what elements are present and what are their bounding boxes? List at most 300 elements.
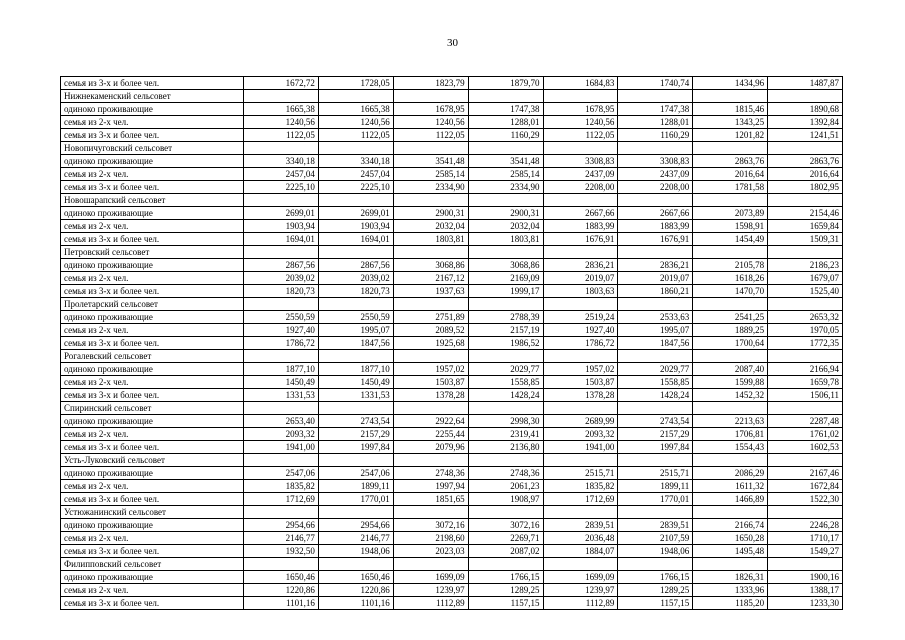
value-cell: 1288,01	[618, 116, 693, 129]
value-cell: 2867,56	[318, 259, 393, 272]
table-row	[61, 532, 843, 545]
value-cell: 1995,07	[318, 324, 393, 337]
table-row	[61, 493, 843, 506]
value-cell: 2107,59	[618, 532, 693, 545]
value-cell: 1450,49	[244, 376, 319, 389]
value-cell: 2900,31	[393, 207, 468, 220]
empty-cell	[318, 558, 393, 571]
value-cell: 1101,16	[318, 597, 393, 610]
value-cell: 1706,81	[693, 428, 768, 441]
value-cell: 1999,17	[468, 285, 543, 298]
value-cell: 2146,77	[244, 532, 319, 545]
empty-cell	[543, 194, 618, 207]
value-cell: 1672,72	[244, 77, 319, 90]
value-cell: 1815,46	[693, 103, 768, 116]
value-cell: 2039,02	[318, 272, 393, 285]
value-cell: 1786,72	[543, 337, 618, 350]
value-cell: 1503,87	[393, 376, 468, 389]
section-title: Устюжанинский сельсовет	[61, 506, 244, 519]
value-cell: 1970,05	[768, 324, 843, 337]
empty-cell	[768, 90, 843, 103]
empty-cell	[393, 90, 468, 103]
value-cell: 2039,02	[244, 272, 319, 285]
table-row	[61, 363, 843, 376]
tariff-table	[60, 76, 843, 610]
value-cell: 1239,97	[393, 584, 468, 597]
value-cell: 1509,31	[768, 233, 843, 246]
value-cell: 2166,74	[693, 519, 768, 532]
empty-cell	[543, 350, 618, 363]
section-row	[61, 194, 843, 207]
row-label: семья из 2-х чел.	[61, 220, 244, 233]
value-cell: 1392,84	[768, 116, 843, 129]
table-row	[61, 116, 843, 129]
value-cell: 1941,00	[244, 441, 319, 454]
row-label: одиноко проживающие	[61, 259, 244, 272]
table-row	[61, 103, 843, 116]
value-cell: 1450,49	[318, 376, 393, 389]
value-cell: 1997,84	[318, 441, 393, 454]
value-cell: 2093,32	[244, 428, 319, 441]
section-row	[61, 298, 843, 311]
empty-cell	[618, 506, 693, 519]
empty-cell	[393, 454, 468, 467]
value-cell: 1466,89	[693, 493, 768, 506]
value-cell: 1122,05	[244, 129, 319, 142]
value-cell: 2032,04	[393, 220, 468, 233]
table-row	[61, 441, 843, 454]
table-row	[61, 480, 843, 493]
value-cell: 1452,32	[693, 389, 768, 402]
value-cell: 3072,16	[393, 519, 468, 532]
table-row	[61, 545, 843, 558]
empty-cell	[244, 246, 319, 259]
value-cell: 1220,86	[244, 584, 319, 597]
value-cell: 2016,64	[693, 168, 768, 181]
value-cell: 1665,38	[244, 103, 319, 116]
value-cell: 2922,64	[393, 415, 468, 428]
value-cell: 1803,63	[543, 285, 618, 298]
value-cell: 1948,06	[618, 545, 693, 558]
row-label: семья из 3-х и более чел.	[61, 441, 244, 454]
value-cell: 2743,54	[618, 415, 693, 428]
value-cell: 1333,96	[693, 584, 768, 597]
value-cell: 1851,65	[393, 493, 468, 506]
row-label: семья из 3-х и более чел.	[61, 129, 244, 142]
value-cell: 1240,56	[543, 116, 618, 129]
value-cell: 2016,64	[768, 168, 843, 181]
value-cell: 1659,84	[768, 220, 843, 233]
value-cell: 2019,07	[618, 272, 693, 285]
value-cell: 2457,04	[244, 168, 319, 181]
value-cell: 2515,71	[543, 467, 618, 480]
section-row	[61, 142, 843, 155]
value-cell: 1233,30	[768, 597, 843, 610]
value-cell: 2225,10	[244, 181, 319, 194]
value-cell: 1558,85	[618, 376, 693, 389]
table-row	[61, 168, 843, 181]
empty-cell	[618, 90, 693, 103]
table-row	[61, 155, 843, 168]
row-label: семья из 2-х чел.	[61, 272, 244, 285]
empty-cell	[244, 142, 319, 155]
value-cell: 1903,94	[244, 220, 319, 233]
value-cell: 3308,83	[543, 155, 618, 168]
row-label: семья из 3-х и более чел.	[61, 233, 244, 246]
table-row	[61, 181, 843, 194]
value-cell: 1700,64	[693, 337, 768, 350]
row-label: одиноко проживающие	[61, 311, 244, 324]
value-cell: 2146,77	[318, 532, 393, 545]
value-cell: 2319,41	[468, 428, 543, 441]
empty-cell	[468, 194, 543, 207]
table-row	[61, 415, 843, 428]
value-cell: 1122,05	[318, 129, 393, 142]
value-cell: 2093,32	[543, 428, 618, 441]
empty-cell	[768, 194, 843, 207]
empty-cell	[393, 506, 468, 519]
table-row	[61, 376, 843, 389]
value-cell: 2900,31	[468, 207, 543, 220]
table-row	[61, 519, 843, 532]
empty-cell	[618, 402, 693, 415]
value-cell: 1803,81	[468, 233, 543, 246]
value-cell: 1860,21	[618, 285, 693, 298]
value-cell: 1747,38	[468, 103, 543, 116]
value-cell: 3308,83	[618, 155, 693, 168]
empty-cell	[768, 454, 843, 467]
value-cell: 1884,07	[543, 545, 618, 558]
value-cell: 2839,51	[618, 519, 693, 532]
empty-cell	[318, 402, 393, 415]
tariff-table-body	[61, 77, 843, 610]
value-cell: 2836,21	[618, 259, 693, 272]
value-cell: 2667,66	[618, 207, 693, 220]
value-cell: 2699,01	[318, 207, 393, 220]
value-cell: 1201,82	[693, 129, 768, 142]
value-cell: 1925,68	[393, 337, 468, 350]
table-row	[61, 597, 843, 610]
value-cell: 2585,14	[468, 168, 543, 181]
empty-cell	[468, 506, 543, 519]
section-row	[61, 246, 843, 259]
value-cell: 3068,86	[393, 259, 468, 272]
row-label: одиноко проживающие	[61, 155, 244, 168]
empty-cell	[318, 194, 393, 207]
value-cell: 1122,05	[543, 129, 618, 142]
value-cell: 1650,28	[693, 532, 768, 545]
row-label: одиноко проживающие	[61, 519, 244, 532]
value-cell: 2863,76	[768, 155, 843, 168]
value-cell: 1770,01	[618, 493, 693, 506]
section-title: Петровский сельсовет	[61, 246, 244, 259]
value-cell: 1558,85	[468, 376, 543, 389]
empty-cell	[693, 90, 768, 103]
empty-cell	[693, 246, 768, 259]
value-cell: 2079,96	[393, 441, 468, 454]
value-cell: 1997,84	[618, 441, 693, 454]
empty-cell	[543, 558, 618, 571]
value-cell: 3072,16	[468, 519, 543, 532]
value-cell: 1240,56	[318, 116, 393, 129]
section-row	[61, 350, 843, 363]
value-cell: 1122,05	[393, 129, 468, 142]
row-label: семья из 3-х и более чел.	[61, 493, 244, 506]
value-cell: 1495,48	[693, 545, 768, 558]
value-cell: 2105,78	[693, 259, 768, 272]
empty-cell	[543, 90, 618, 103]
table-row	[61, 233, 843, 246]
row-label: семья из 3-х и более чел.	[61, 285, 244, 298]
value-cell: 1289,25	[618, 584, 693, 597]
empty-cell	[693, 350, 768, 363]
value-cell: 1331,53	[318, 389, 393, 402]
value-cell: 1676,91	[543, 233, 618, 246]
value-cell: 2541,25	[693, 311, 768, 324]
section-row	[61, 402, 843, 415]
value-cell: 2998,30	[468, 415, 543, 428]
row-label: семья из 3-х и более чел.	[61, 545, 244, 558]
empty-cell	[618, 298, 693, 311]
row-label: семья из 2-х чел.	[61, 480, 244, 493]
value-cell: 1454,49	[693, 233, 768, 246]
empty-cell	[244, 298, 319, 311]
row-label: семья из 3-х и более чел.	[61, 337, 244, 350]
value-cell: 2334,90	[393, 181, 468, 194]
empty-cell	[468, 298, 543, 311]
value-cell: 1879,70	[468, 77, 543, 90]
value-cell: 2157,29	[618, 428, 693, 441]
value-cell: 2550,59	[318, 311, 393, 324]
value-cell: 1618,26	[693, 272, 768, 285]
value-cell: 1160,29	[468, 129, 543, 142]
value-cell: 2743,54	[318, 415, 393, 428]
value-cell: 1932,50	[244, 545, 319, 558]
value-cell: 2437,09	[618, 168, 693, 181]
value-cell: 1948,06	[318, 545, 393, 558]
empty-cell	[693, 402, 768, 415]
empty-cell	[244, 506, 319, 519]
row-label: семья из 2-х чел.	[61, 324, 244, 337]
value-cell: 1890,68	[768, 103, 843, 116]
empty-cell	[618, 194, 693, 207]
empty-cell	[318, 142, 393, 155]
empty-cell	[244, 350, 319, 363]
row-label: одиноко проживающие	[61, 103, 244, 116]
value-cell: 1899,11	[318, 480, 393, 493]
value-cell: 1487,87	[768, 77, 843, 90]
value-cell: 1678,95	[543, 103, 618, 116]
value-cell: 1877,10	[318, 363, 393, 376]
value-cell: 1802,95	[768, 181, 843, 194]
value-cell: 1761,02	[768, 428, 843, 441]
empty-cell	[393, 350, 468, 363]
empty-cell	[543, 298, 618, 311]
table-row	[61, 220, 843, 233]
value-cell: 1650,46	[318, 571, 393, 584]
value-cell: 2073,89	[693, 207, 768, 220]
value-cell: 1101,16	[244, 597, 319, 610]
empty-cell	[693, 194, 768, 207]
row-label: одиноко проживающие	[61, 207, 244, 220]
value-cell: 2169,09	[468, 272, 543, 285]
value-cell: 1908,97	[468, 493, 543, 506]
value-cell: 1378,28	[393, 389, 468, 402]
empty-cell	[768, 402, 843, 415]
value-cell: 2087,02	[468, 545, 543, 558]
empty-cell	[543, 246, 618, 259]
empty-cell	[393, 194, 468, 207]
value-cell: 2019,07	[543, 272, 618, 285]
value-cell: 2547,06	[244, 467, 319, 480]
empty-cell	[693, 506, 768, 519]
table-row	[61, 311, 843, 324]
table-row	[61, 584, 843, 597]
value-cell: 2167,12	[393, 272, 468, 285]
empty-cell	[693, 454, 768, 467]
value-cell: 1112,89	[543, 597, 618, 610]
table-row	[61, 77, 843, 90]
section-title: Рогалевский сельсовет	[61, 350, 244, 363]
section-row	[61, 90, 843, 103]
value-cell: 2667,66	[543, 207, 618, 220]
empty-cell	[468, 90, 543, 103]
section-title: Пролетарский сельсовет	[61, 298, 244, 311]
empty-cell	[468, 454, 543, 467]
value-cell: 1470,70	[693, 285, 768, 298]
value-cell: 1712,69	[543, 493, 618, 506]
empty-cell	[468, 402, 543, 415]
value-cell: 1288,01	[468, 116, 543, 129]
table-row	[61, 428, 843, 441]
empty-cell	[693, 298, 768, 311]
row-label: семья из 2-х чел.	[61, 532, 244, 545]
empty-cell	[318, 506, 393, 519]
table-row	[61, 207, 843, 220]
empty-cell	[244, 558, 319, 571]
value-cell: 3340,18	[318, 155, 393, 168]
row-label: семья из 2-х чел.	[61, 376, 244, 389]
value-cell: 1522,30	[768, 493, 843, 506]
value-cell: 1684,83	[543, 77, 618, 90]
value-cell: 1997,94	[393, 480, 468, 493]
value-cell: 2208,00	[618, 181, 693, 194]
value-cell: 1877,10	[244, 363, 319, 376]
value-cell: 2029,77	[468, 363, 543, 376]
value-cell: 1343,25	[693, 116, 768, 129]
value-cell: 2198,60	[393, 532, 468, 545]
value-cell: 3541,48	[468, 155, 543, 168]
value-cell: 1378,28	[543, 389, 618, 402]
value-cell: 2186,23	[768, 259, 843, 272]
section-row	[61, 506, 843, 519]
value-cell: 3068,86	[468, 259, 543, 272]
value-cell: 2086,29	[693, 467, 768, 480]
row-label: семья из 3-х и более чел.	[61, 389, 244, 402]
value-cell: 2836,21	[543, 259, 618, 272]
empty-cell	[543, 402, 618, 415]
empty-cell	[393, 298, 468, 311]
value-cell: 1676,91	[618, 233, 693, 246]
empty-cell	[768, 558, 843, 571]
value-cell: 2255,44	[393, 428, 468, 441]
value-cell: 2334,90	[468, 181, 543, 194]
value-cell: 1986,52	[468, 337, 543, 350]
value-cell: 1241,51	[768, 129, 843, 142]
value-cell: 1240,56	[393, 116, 468, 129]
section-row	[61, 454, 843, 467]
value-cell: 3340,18	[244, 155, 319, 168]
row-label: семья из 2-х чел.	[61, 428, 244, 441]
value-cell: 2213,63	[693, 415, 768, 428]
empty-cell	[618, 558, 693, 571]
value-cell: 1820,73	[318, 285, 393, 298]
empty-cell	[618, 246, 693, 259]
value-cell: 1428,24	[618, 389, 693, 402]
value-cell: 1995,07	[618, 324, 693, 337]
value-cell: 1941,00	[543, 441, 618, 454]
value-cell: 2748,36	[468, 467, 543, 480]
empty-cell	[244, 454, 319, 467]
value-cell: 1847,56	[318, 337, 393, 350]
empty-cell	[768, 142, 843, 155]
section-title: Усть-Луковский сельсовет	[61, 454, 244, 467]
value-cell: 1679,07	[768, 272, 843, 285]
empty-cell	[318, 350, 393, 363]
value-cell: 1826,31	[693, 571, 768, 584]
empty-cell	[318, 298, 393, 311]
empty-cell	[393, 142, 468, 155]
value-cell: 2954,66	[244, 519, 319, 532]
value-cell: 1937,63	[393, 285, 468, 298]
value-cell: 1835,82	[543, 480, 618, 493]
value-cell: 2547,06	[318, 467, 393, 480]
value-cell: 2653,32	[768, 311, 843, 324]
row-label: семья из 3-х и более чел.	[61, 597, 244, 610]
empty-cell	[768, 350, 843, 363]
value-cell: 2032,04	[468, 220, 543, 233]
empty-cell	[244, 402, 319, 415]
value-cell: 1728,05	[318, 77, 393, 90]
value-cell: 1240,56	[244, 116, 319, 129]
value-cell: 1185,20	[693, 597, 768, 610]
value-cell: 1889,25	[693, 324, 768, 337]
value-cell: 2863,76	[693, 155, 768, 168]
value-cell: 2089,52	[393, 324, 468, 337]
section-title: Новошарапский сельсовет	[61, 194, 244, 207]
value-cell: 1434,96	[693, 77, 768, 90]
value-cell: 1710,17	[768, 532, 843, 545]
empty-cell	[543, 506, 618, 519]
value-cell: 1549,27	[768, 545, 843, 558]
value-cell: 1957,02	[393, 363, 468, 376]
value-cell: 2653,40	[244, 415, 319, 428]
section-title: Нижнекаменский сельсовет	[61, 90, 244, 103]
empty-cell	[468, 558, 543, 571]
value-cell: 1766,15	[618, 571, 693, 584]
row-label: семья из 2-х чел.	[61, 116, 244, 129]
value-cell: 2699,01	[244, 207, 319, 220]
value-cell: 1525,40	[768, 285, 843, 298]
value-cell: 1740,74	[618, 77, 693, 90]
value-cell: 2246,28	[768, 519, 843, 532]
value-cell: 1160,29	[618, 129, 693, 142]
value-cell: 3541,48	[393, 155, 468, 168]
value-cell: 2167,46	[768, 467, 843, 480]
value-cell: 1927,40	[244, 324, 319, 337]
empty-cell	[318, 454, 393, 467]
row-label: семья из 2-х чел.	[61, 584, 244, 597]
